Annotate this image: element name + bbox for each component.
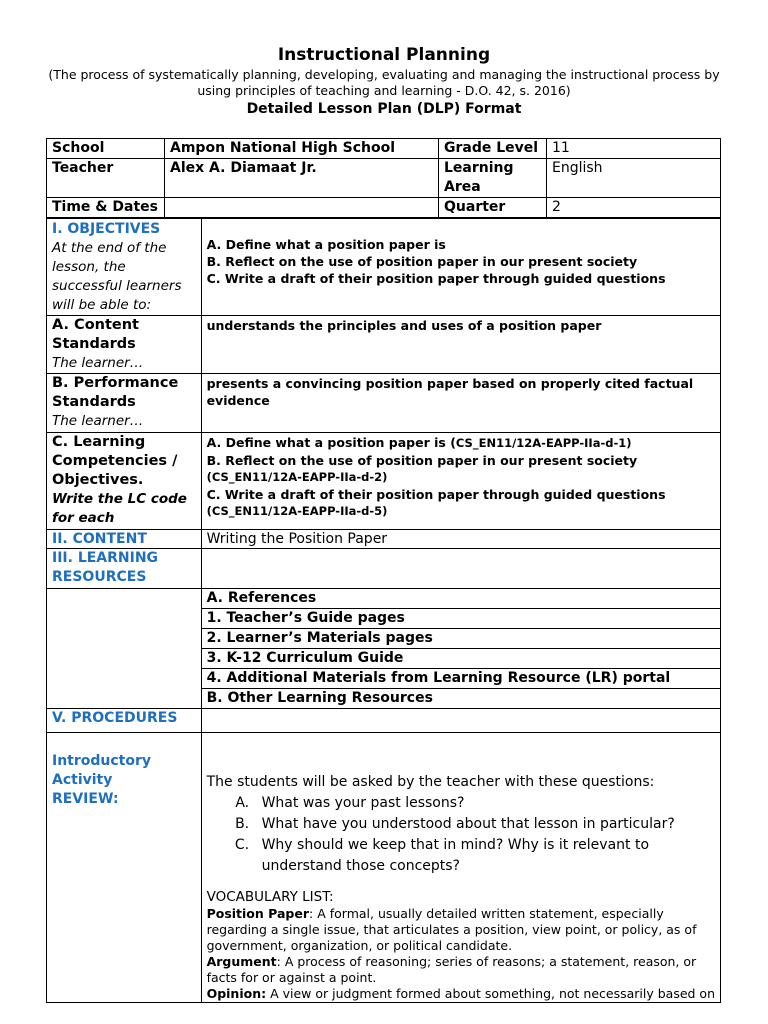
resource-item: B. Other Learning Resources <box>206 690 433 706</box>
resource-item: A. References <box>202 589 720 609</box>
vocab-def: : A process of reasoning; series of reasons; a statement, reason, or facts for or against a point. <box>206 954 697 985</box>
quarter-value: 2 <box>547 198 721 218</box>
resources-list <box>202 589 720 708</box>
objective-item: A. Define what a position paper is <box>206 237 446 252</box>
vocab-def: : A formal, usually detailed written statement, especially regarding a single issue, that articulates a position, view point, or policy, as of government, organization, or political candidate. <box>206 906 697 953</box>
intro-lead: The students will be asked by the teacher with these questions: <box>206 774 655 790</box>
grade-value: 11 <box>547 139 721 159</box>
resource-item: 4. Additional Materials from Learning Resource (LR) portal <box>202 669 720 689</box>
procedures-heading: V. PROCEDURES <box>52 710 178 726</box>
vocab-entry <box>207 906 715 954</box>
content-value: Writing the Position Paper <box>206 531 388 547</box>
competency-c-text: C. Write a draft of their position paper through guided questions <box>206 487 666 502</box>
school-value: Ampon National High School <box>165 139 439 159</box>
objective-item: B. Reflect on the use of position paper in our present society <box>206 254 638 269</box>
competency-b-code: (CS_EN11/12A-EAPP-IIa-d-2) <box>206 470 388 484</box>
content-standards-label: A. Content Standards <box>52 317 139 352</box>
vocab-heading: VOCABULARY LIST: <box>206 889 334 905</box>
competency-a-code: CS_EN11/12A-EAPP-IIa-d-1) <box>455 436 632 450</box>
vocab-term: Opinion: <box>206 986 267 1001</box>
competencies-note: Write the LC code for each <box>52 491 187 526</box>
objectives-note: At the end of the lesson, the successful learners will be able to: <box>52 240 182 313</box>
vocab-term: Position Paper <box>206 906 310 921</box>
vocab-term: Argument <box>206 954 277 969</box>
resource-item: 3. K-12 Curriculum Guide <box>202 649 720 669</box>
review-questions <box>207 793 715 877</box>
question-item: B. What have you understood about that lesson in particular? <box>254 814 715 835</box>
grade-label: Grade Level <box>439 139 547 159</box>
teacher-label: Teacher <box>47 159 165 198</box>
content-standards-value: understands the principles and uses of a position paper <box>206 318 602 333</box>
content-heading: II. CONTENT <box>52 531 147 547</box>
objectives-heading: I. OBJECTIVES <box>52 221 161 237</box>
competency-c-code: (CS_EN11/12A-EAPP-IIa-d-5) <box>206 504 388 518</box>
resource-item: 2. Learner’s Materials pages <box>202 629 720 649</box>
time-label: Time & Dates <box>47 198 165 218</box>
competency-b-text: B. Reflect on the use of position paper in our present society <box>206 453 638 468</box>
teacher-value: Alex A. Diamaat Jr. <box>165 159 439 198</box>
intro-sub: REVIEW: <box>52 791 119 807</box>
school-label: School <box>47 139 165 159</box>
info-table <box>46 138 721 218</box>
performance-standards-label: B. Performance Standards <box>52 375 179 410</box>
vocab-def: A view or judgment formed about something, not necessarily based on <box>266 986 715 1001</box>
document-title: Instructional Planning <box>277 45 491 65</box>
content-standards-note: The learner… <box>52 355 144 371</box>
question-item: A. What was your past lessons? <box>254 793 715 814</box>
intro-heading: Introductory Activity <box>52 753 152 788</box>
resources-heading: III. LEARNING RESOURCES <box>52 550 159 585</box>
quarter-label: Quarter <box>439 198 547 218</box>
lesson-plan-table <box>46 218 721 1003</box>
time-value <box>165 198 439 218</box>
objective-item: C. Write a draft of their position paper through guided questions <box>206 271 666 286</box>
performance-standards-note: The learner… <box>52 413 144 429</box>
area-value: English <box>547 159 721 198</box>
competencies-label: C. Learning Competencies / Objectives. <box>52 434 178 488</box>
resource-item: 1. Teacher’s Guide pages <box>202 609 720 629</box>
format-title: Detailed Lesson Plan (DLP) Format <box>246 101 522 117</box>
competency-a-text: A. Define what a position paper is ( <box>206 435 456 450</box>
area-label: Learning Area <box>439 159 547 198</box>
performance-standards-value: presents a convincing position paper based on properly cited factual evidence <box>206 376 694 408</box>
document-subtitle: (The process of systematically planning, developing, evaluating and managing the instructional process by using principles of teaching and learning - D.O. 42, s. 2016) <box>48 67 720 98</box>
vocab-entry <box>207 954 715 986</box>
question-item: C. Why should we keep that in mind? Why is it relevant to understand those concepts? <box>254 835 715 877</box>
vocab-entry <box>207 986 715 1002</box>
